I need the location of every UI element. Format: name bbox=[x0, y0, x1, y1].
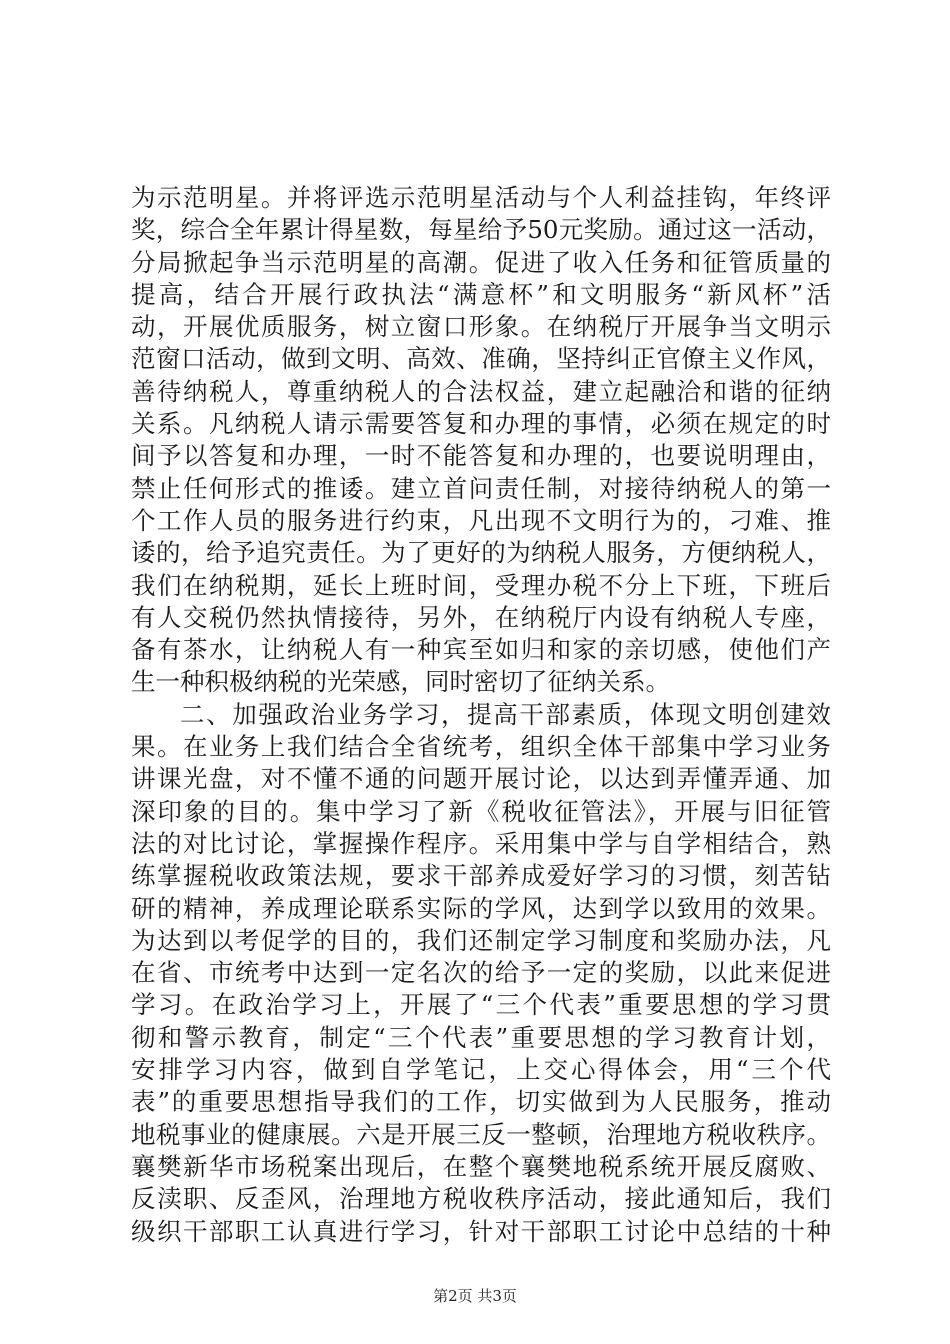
text-line: 讲课光盘，对不懂不通的问题开展讨论，以达到弄懂弄通、加 bbox=[131, 764, 831, 794]
text-line: 反渎职、反歪风，治理地方税收秩序活动，接此通知后，我们 bbox=[131, 1184, 831, 1214]
text-line: 个工作人员的服务进行约束，凡出现不文明行为的，刁难、推 bbox=[131, 505, 831, 535]
text-line: 表”的重要思想指导我们的工作，切实做到为人民服务，推动 bbox=[131, 1087, 831, 1117]
text-line: 备有茶水，让纳税人有一种宾至如归和家的亲切感，使他们产 bbox=[131, 635, 831, 665]
text-line: 深印象的目的。集中学习了新《税收征管法》，开展与旧征管 bbox=[131, 796, 831, 826]
text-line: 为达到以考促学的目的，我们还制定学习制度和奖励办法，凡 bbox=[131, 925, 831, 955]
text-line: 彻和警示教育，制定“三个代表”重要思想的学习教育计划， bbox=[131, 1022, 831, 1052]
text-line: 果。在业务上我们结合全省统考，组织全体干部集中学习业务 bbox=[131, 732, 831, 762]
text-line: 安排学习内容，做到自学笔记，上交心得体会，用“三个代 bbox=[131, 1055, 831, 1085]
paragraph-end-line: 生一种积极纳税的光荣感，同时密切了征纳关系。 bbox=[131, 667, 670, 697]
text-line: 动，开展优质服务，树立窗口形象。在纳税厅开展争当文明示 bbox=[131, 312, 831, 342]
text-line: 提高，结合开展行政执法“满意杯”和文明服务“新风杯”活 bbox=[131, 279, 831, 309]
text-line: 学习。在政治学习上，开展了“三个代表”重要思想的学习贯 bbox=[131, 990, 831, 1020]
section-heading-line: 二、加强政治业务学习，提高干部素质，体现文明创建效 bbox=[180, 699, 831, 729]
text-line: 在省、市统考中达到一定名次的给予一定的奖励，以此来促进 bbox=[131, 958, 831, 988]
text-line: 有人交税仍然执情接待，另外，在纳税厅内设有纳税人专座， bbox=[131, 602, 831, 632]
text-line: 奖，综合全年累计得星数，每星给予50元奖励。通过这一活动， bbox=[131, 215, 831, 245]
text-line: 范窗口活动，做到文明、高效、准确，坚持纠正官僚主义作风， bbox=[131, 344, 831, 374]
text-line: 间予以答复和办理，一时不能答复和办理的，也要说明理由， bbox=[131, 441, 831, 471]
text-line: 研的精神，养成理论联系实际的学风，达到学以致用的效果。 bbox=[131, 893, 831, 923]
document-body bbox=[131, 182, 831, 1248]
text-line: 法的对比讨论，掌握操作程序。采用集中学与自学相结合，熟 bbox=[131, 828, 831, 858]
text-line: 分局掀起争当示范明星的高潮。促进了收入任务和征管质量的 bbox=[131, 247, 831, 277]
text-line: 关系。凡纳税人请示需要答复和办理的事情，必须在规定的时 bbox=[131, 409, 831, 439]
text-line: 为示范明星。并将评选示范明星活动与个人利益挂钩，年终评 bbox=[131, 183, 831, 212]
text-line: 地税事业的健康展。六是开展三反一整顿，治理地方税收秩序。 bbox=[131, 1119, 831, 1149]
text-line: 善待纳税人，尊重纳税人的合法权益，建立起融洽和谐的征纳 bbox=[131, 376, 831, 406]
text-line: 诿的，给予追究责任。为了更好的为纳税人服务，方便纳税人， bbox=[131, 538, 831, 568]
text-line: 练掌握税收政策法规，要求干部养成爱好学习的习惯，刻苦钻 bbox=[131, 861, 831, 891]
text-line: 禁止任何形式的推诿。建立首问责任制，对接待纳税人的第一 bbox=[131, 473, 831, 503]
text-line: 襄樊新华市场税案出现后，在整个襄樊地税系统开展反腐败、 bbox=[131, 1151, 831, 1181]
text-line: 级织干部职工认真进行学习，针对干部职工讨论中总结的十种 bbox=[131, 1216, 831, 1246]
page-number-footer: 第2页 共3页 bbox=[433, 1287, 517, 1305]
text-line: 我们在纳税期，延长上班时间，受理办税不分上下班，下班后 bbox=[131, 570, 831, 600]
